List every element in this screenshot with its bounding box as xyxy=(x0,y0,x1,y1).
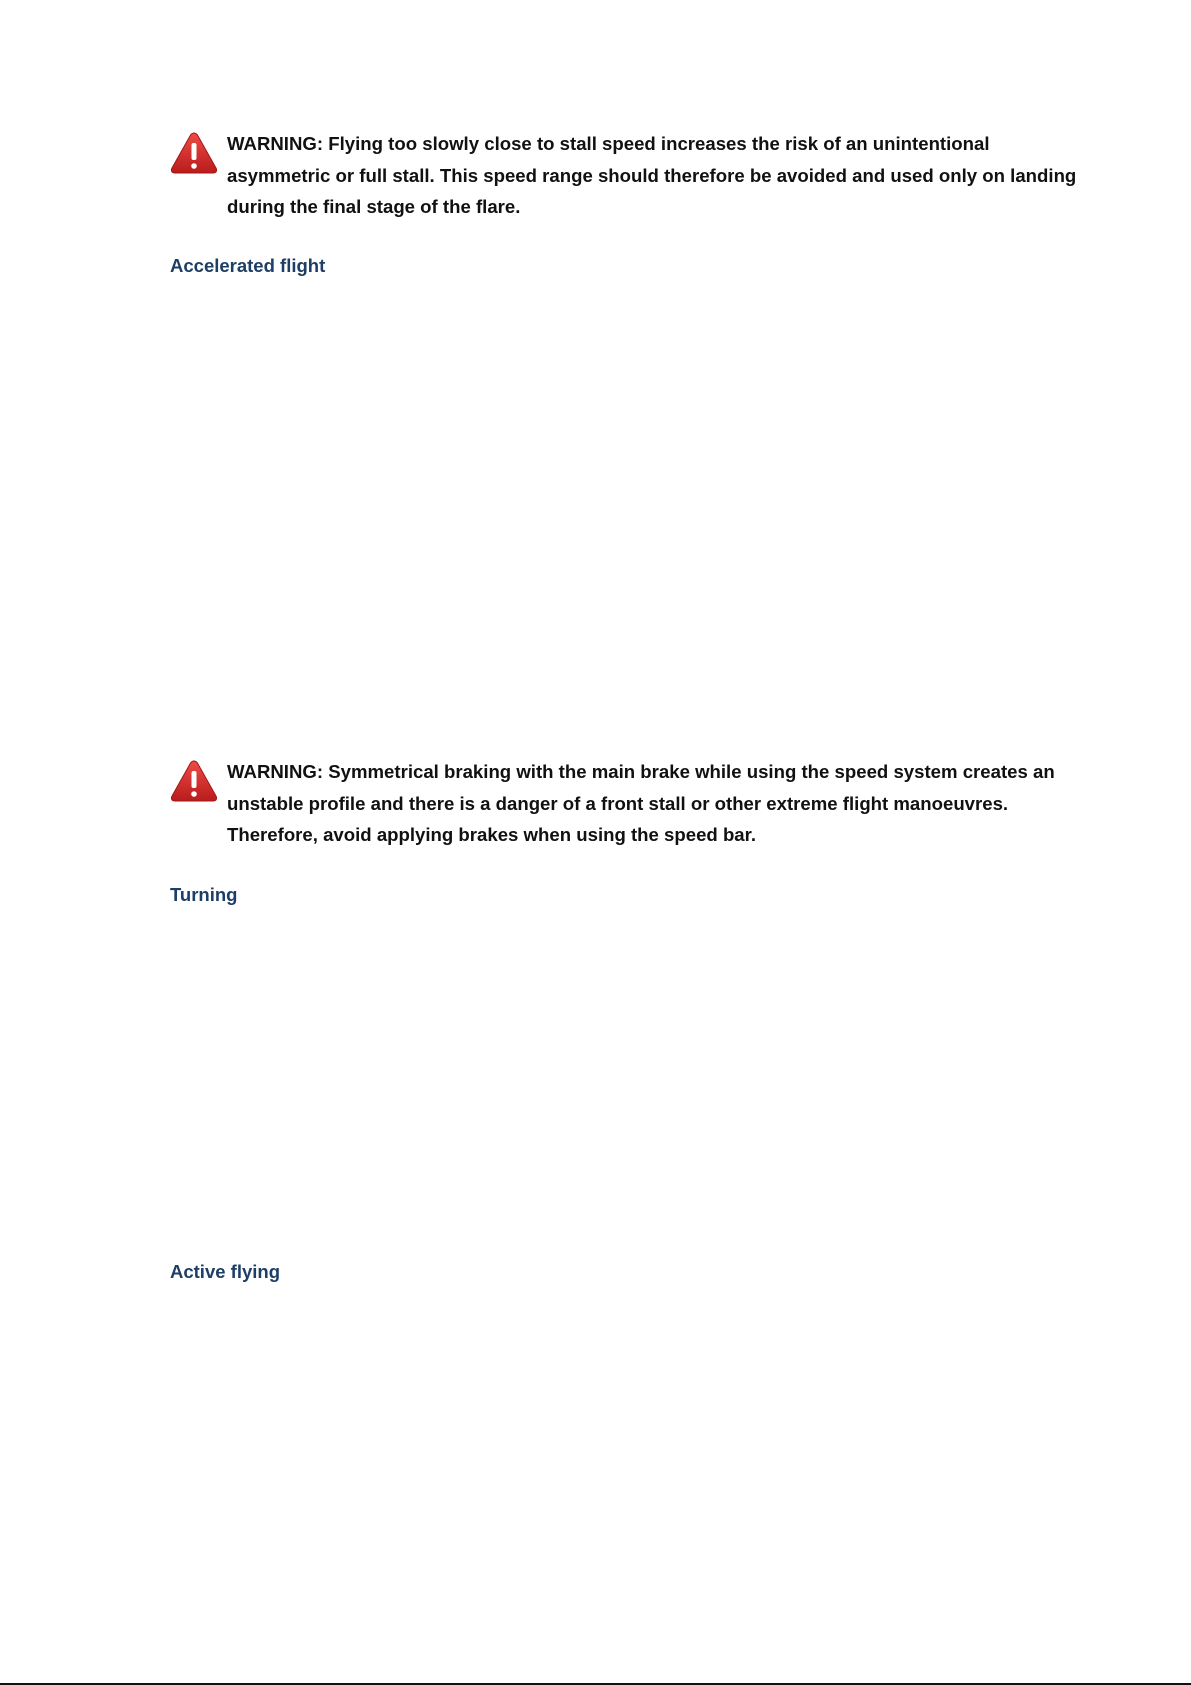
section-heading-turning: Turning xyxy=(170,884,238,905)
warning-icon xyxy=(170,131,218,175)
section-heading-active-flying: Active flying xyxy=(170,1261,280,1282)
section-heading-accelerated-flight: Accelerated flight xyxy=(170,255,326,276)
warning-text xyxy=(227,756,1087,851)
warning-label: WARNING xyxy=(227,133,317,154)
warning-text xyxy=(227,128,1087,223)
warning-icon xyxy=(170,759,218,803)
warning-separator: : xyxy=(316,133,324,154)
warning-body: Flying too slowly close to stall speed increases the risk of an unintentional asymmetric or full stall. This speed range should therefore be avoided and used only on landing during the final stage of the flare. xyxy=(227,133,1077,217)
warning-separator: : xyxy=(316,761,324,782)
warning-body: Symmetrical braking with the main brake while using the speed system creates an unstable profile and there is a danger of a front stall or other extreme flight manoeuvres. Therefore, avoid applying brakes when using the speed bar. xyxy=(227,761,1055,845)
warning-label: WARNING xyxy=(227,761,317,782)
